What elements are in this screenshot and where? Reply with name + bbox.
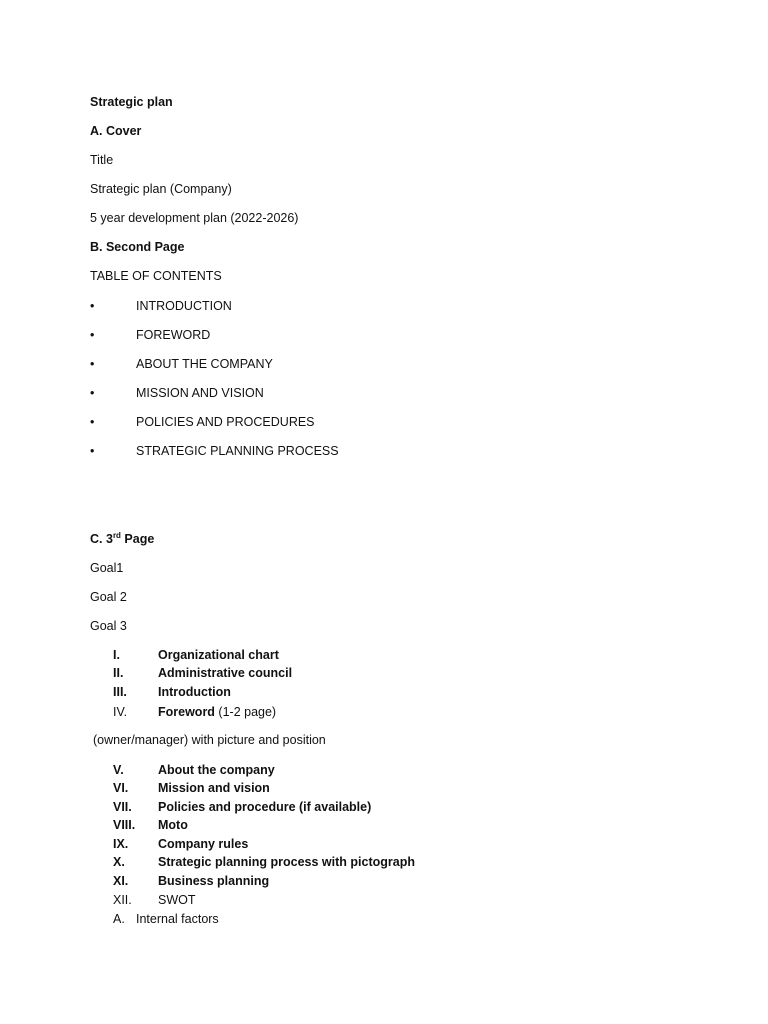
- list-number: XI.: [113, 874, 129, 888]
- goal-item: Goal1: [90, 561, 124, 575]
- list-item: About the company: [158, 763, 275, 777]
- heading-suffix: Page: [120, 532, 155, 546]
- cover-line: Title: [90, 153, 114, 167]
- document-title: Strategic plan: [90, 95, 173, 109]
- section-heading-cover: A. Cover: [90, 124, 142, 138]
- list-number: VIII.: [113, 818, 136, 832]
- list-number: XII.: [113, 893, 132, 907]
- owner-note: (owner/manager) with picture and position: [93, 733, 326, 747]
- toc-item: POLICIES AND PROCEDURES: [136, 415, 315, 429]
- list-number: IV.: [113, 705, 128, 719]
- list-item: Administrative council: [158, 666, 293, 680]
- goal-item: Goal 2: [90, 590, 127, 604]
- list-item: Organizational chart: [158, 648, 279, 662]
- bullet-icon: •: [90, 357, 95, 371]
- bullet-icon: •: [90, 299, 95, 313]
- bullet-icon: •: [90, 328, 95, 342]
- list-item: Moto: [158, 818, 188, 832]
- toc-item: ABOUT THE COMPANY: [136, 357, 273, 371]
- bullet-icon: •: [90, 386, 95, 400]
- list-number: III.: [113, 685, 127, 699]
- list-item-note: (1-2 page): [214, 705, 277, 719]
- list-number: X.: [113, 855, 125, 869]
- list-item: Company rules: [158, 837, 249, 851]
- list-number: I.: [113, 648, 120, 662]
- list-item: Mission and vision: [158, 781, 270, 795]
- goal-item: Goal 3: [90, 619, 127, 633]
- sub-list-number: A.: [113, 912, 125, 926]
- heading-prefix: C. 3: [90, 532, 113, 546]
- list-item-label: Foreword: [158, 705, 215, 719]
- toc-item: FOREWORD: [136, 328, 211, 342]
- bullet-icon: •: [90, 444, 95, 458]
- cover-line: 5 year development plan (2022-2026): [90, 211, 299, 225]
- list-item: SWOT: [158, 893, 196, 907]
- toc-title: TABLE OF CONTENTS: [90, 269, 222, 283]
- list-item: Introduction: [158, 685, 231, 699]
- section-heading-third-page: [90, 531, 154, 547]
- toc-item: STRATEGIC PLANNING PROCESS: [136, 444, 339, 458]
- heading-superscript: rd: [112, 530, 121, 540]
- sub-list-item: Internal factors: [136, 912, 219, 926]
- toc-item: INTRODUCTION: [136, 299, 232, 313]
- list-number: VII.: [113, 800, 132, 814]
- list-number: II.: [113, 666, 124, 680]
- list-item: [158, 704, 276, 720]
- toc-item: MISSION AND VISION: [136, 386, 264, 400]
- list-number: IX.: [113, 837, 129, 851]
- cover-line: Strategic plan (Company): [90, 182, 232, 196]
- list-item: Business planning: [158, 874, 270, 888]
- bullet-icon: •: [90, 415, 95, 429]
- list-item: Policies and procedure (if available): [158, 800, 372, 814]
- list-number: VI.: [113, 781, 129, 795]
- section-heading-second-page: B. Second Page: [90, 240, 185, 254]
- list-number: V.: [113, 763, 124, 777]
- list-item: Strategic planning process with pictograph: [158, 855, 415, 869]
